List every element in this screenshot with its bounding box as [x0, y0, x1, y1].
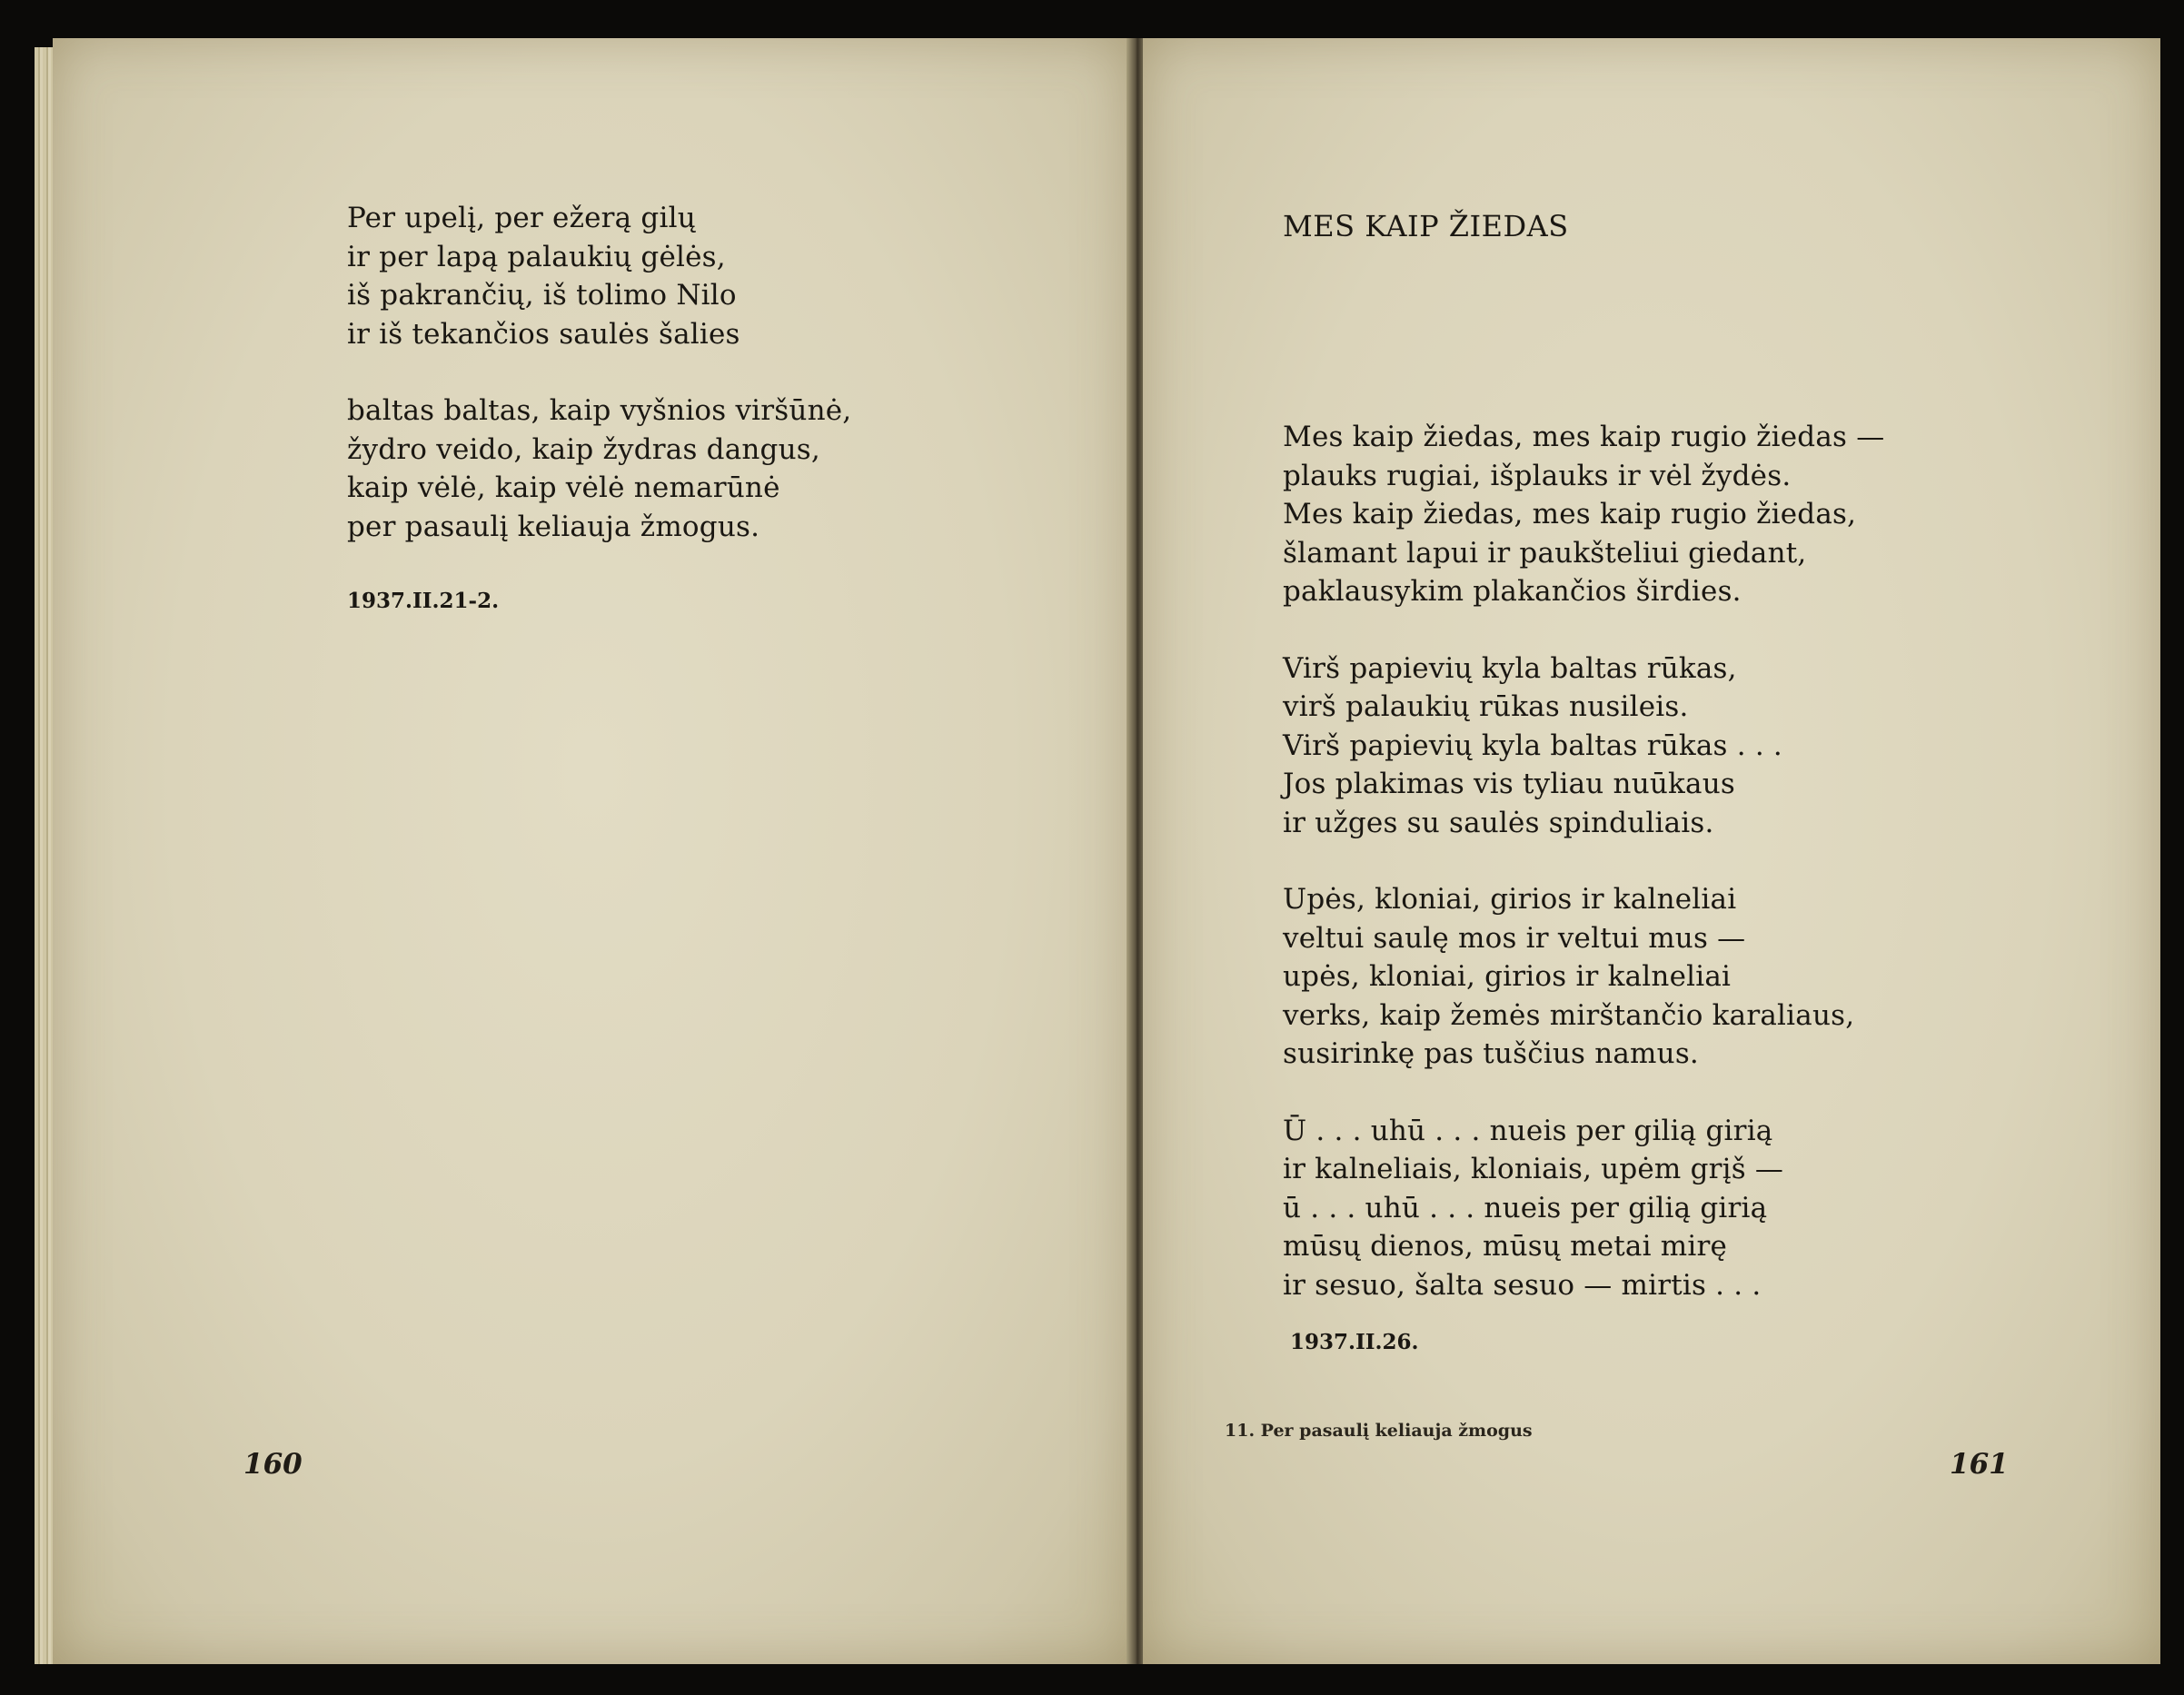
poem-title: MES KAIP ŽIEDAS — [1283, 209, 1569, 243]
poem-line: ir sesuo, šalta sesuo — mirtis . . . — [1283, 1268, 1762, 1302]
poem-line: Virš papievių kyla baltas rūkas . . . — [1283, 729, 1782, 762]
right-stanza-3 — [1283, 880, 1884, 1074]
left-page — [53, 38, 1129, 1664]
right-page-number: 161 — [1950, 1448, 2009, 1481]
left-poem — [347, 199, 851, 584]
poem-line: Ū . . . uhū . . . nueis per gilią girią — [1283, 1114, 1773, 1147]
poem-line: ir užges su saulės spinduliais. — [1283, 806, 1714, 839]
poem-line: susirinkę pas tuščius namus. — [1283, 1037, 1699, 1070]
poem-line: plauks rugiai, išplauks ir vėl žydės. — [1283, 459, 1792, 492]
poem-line: ir iš tekančios saulės šalies — [347, 317, 740, 351]
poem-line: virš palaukių rūkas nusileis. — [1283, 690, 1689, 723]
left-page-number: 160 — [243, 1448, 303, 1481]
left-stanza-2 — [347, 392, 851, 546]
right-page — [1143, 38, 2160, 1664]
poem-line: šlamant lapui ir paukšteliui giedant, — [1283, 536, 1807, 570]
poem-line: veltui saulę mos ir veltui mus — — [1283, 921, 1746, 955]
left-stanza-1 — [347, 199, 851, 353]
poem-line: per pasaulį keliauja žmogus. — [347, 510, 760, 543]
poem-line: ū . . . uhū . . . nueis per gilią girią — [1283, 1191, 1768, 1224]
right-stanza-1 — [1283, 418, 1884, 611]
poem-line: verks, kaip žemės mirštančio karaliaus, — [1283, 998, 1855, 1032]
poem-line: Mes kaip žiedas, mes kaip rugio žiedas — — [1283, 421, 1885, 453]
right-stanza-2 — [1283, 649, 1884, 843]
poem-line: iš pakrančių, iš tolimo Nilo — [347, 279, 737, 312]
poem-line: Per upelį, per ežerą gilų — [347, 202, 696, 234]
signature-footer: 11. Per pasaulį keliauja žmogus — [1225, 1421, 1533, 1441]
right-stanza-4 — [1283, 1112, 1884, 1305]
poem-line: kaip vėlė, kaip vėlė nemarūnė — [347, 471, 780, 504]
left-poem-date: 1937.II.21-2. — [347, 589, 500, 613]
poem-line: mūsų dienos, mūsų metai mirę — [1283, 1230, 1728, 1263]
poem-line: ir per lapą palaukių gėlės, — [347, 240, 726, 273]
poem-line: Mes kaip žiedas, mes kaip rugio žiedas, — [1283, 498, 1857, 530]
right-poem-date: 1937.II.26. — [1290, 1330, 1419, 1354]
poem-line: Virš papievių kyla baltas rūkas, — [1283, 651, 1737, 685]
poem-line: upės, kloniai, girios ir kalneliai — [1283, 960, 1732, 993]
poem-line: Jos plakimas vis tyliau nuūkaus — [1283, 768, 1735, 800]
poem-line: žydro veido, kaip žydras dangus, — [347, 432, 820, 466]
right-poem — [1283, 418, 1884, 1343]
poem-line: baltas baltas, kaip vyšnios viršūnė, — [347, 394, 852, 427]
poem-line: ir kalneliais, kloniais, upėm grįš — — [1283, 1153, 1784, 1185]
poem-line: Upės, kloniai, girios ir kalneliai — [1283, 883, 1737, 916]
poem-line: paklausykim plakančios širdies. — [1283, 575, 1742, 608]
